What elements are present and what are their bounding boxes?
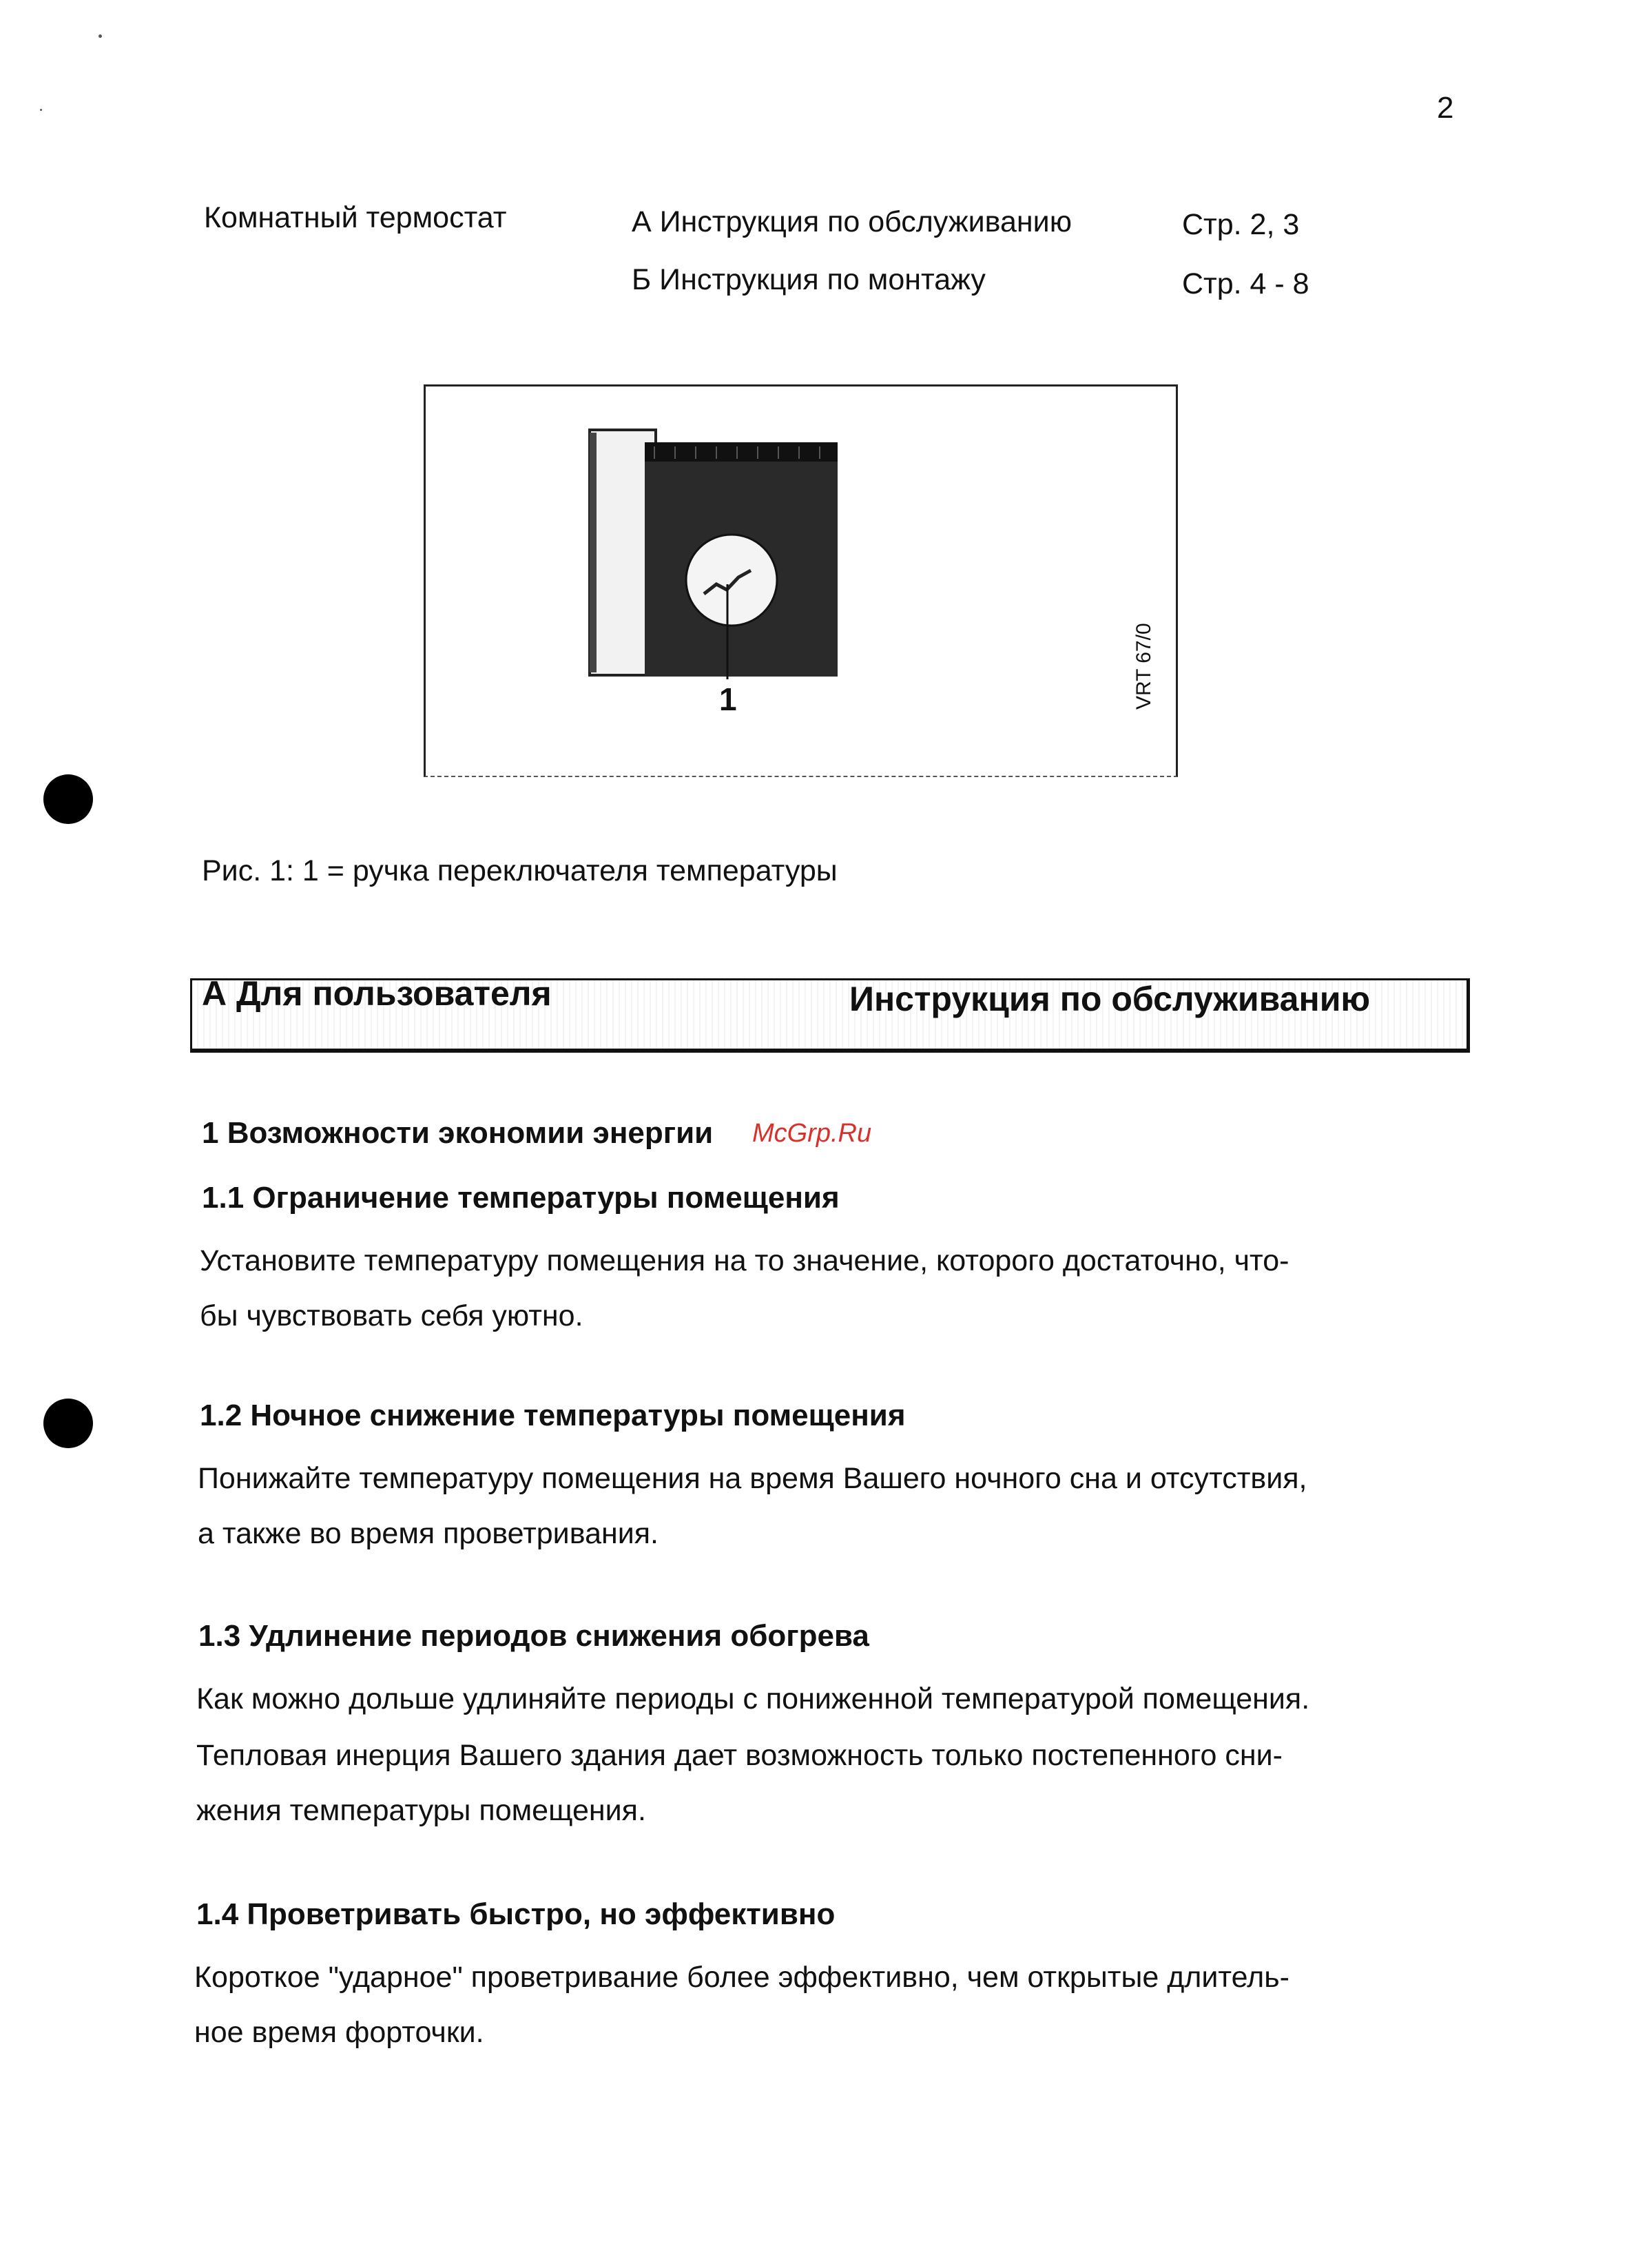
- intro-section-a: А Инструкция по обслуживанию: [632, 205, 1072, 238]
- page-number: 2: [1437, 91, 1454, 125]
- subsection-4-line-2: ное время форточки.: [194, 2016, 484, 2049]
- thermostat-edge: [590, 433, 597, 672]
- subsection-3-line-1: Как можно дольше удлиняйте периоды с пониженной температурой помещения.: [196, 1682, 1310, 1715]
- intro-pages-a: Стр. 2, 3: [1182, 208, 1300, 241]
- section-title: Инструкция по обслуживанию: [849, 980, 1371, 1018]
- subsection-2-line-2: а также во время проветривания.: [198, 1517, 659, 1550]
- figure-callout-number: 1: [719, 681, 737, 717]
- subsection-1-title: 1.1 Ограничение температуры помещения: [202, 1181, 840, 1215]
- section-audience: А Для пользователя: [202, 974, 552, 1013]
- subsection-3-line-2: Тепловая инерция Вашего здания дает возможность только постепенного сни-: [196, 1739, 1283, 1772]
- subsection-2-title: 1.2 Ночное снижение температуры помещения: [200, 1399, 906, 1432]
- punch-hole-mark: [43, 774, 93, 824]
- section-heading: 1 Возможности экономии энергии: [202, 1116, 714, 1150]
- watermark: McGrp.Ru: [752, 1119, 872, 1148]
- product-title: Комнатный термостат: [204, 201, 507, 234]
- intro-section-b: Б Инструкция по монтажу: [632, 263, 986, 296]
- subsection-3-line-3: жения температуры помещения.: [196, 1794, 646, 1827]
- thermostat-illustration: [585, 424, 861, 693]
- thermostat-top-grille: [645, 442, 838, 462]
- scan-speck: [99, 34, 102, 38]
- subsection-4-title: 1.4 Проветривать быстро, но эффективно: [196, 1897, 836, 1931]
- punch-hole-mark: [43, 1399, 93, 1448]
- subsection-3-title: 1.3 Удлинение периодов снижения обогрева: [198, 1619, 869, 1653]
- temperature-knob: [686, 535, 777, 626]
- figure-caption: Рис. 1: 1 = ручка переключателя температуры: [202, 854, 838, 887]
- figure-code: VRT 67/0: [1132, 623, 1155, 710]
- subsection-4-line-1: Короткое "ударное" проветривание более эффективно, чем открытые длитель-: [194, 1961, 1289, 1994]
- subsection-1-line-1: Установите температуру помещения на то значение, которого достаточно, что-: [200, 1244, 1289, 1277]
- scan-speck: [40, 109, 42, 111]
- subsection-1-line-2: бы чувствовать себя уютно.: [200, 1299, 583, 1332]
- intro-pages-b: Стр. 4 - 8: [1182, 267, 1309, 300]
- subsection-2-line-1: Понижайте температуру помещения на время Вашего ночного сна и отсутствия,: [198, 1462, 1307, 1495]
